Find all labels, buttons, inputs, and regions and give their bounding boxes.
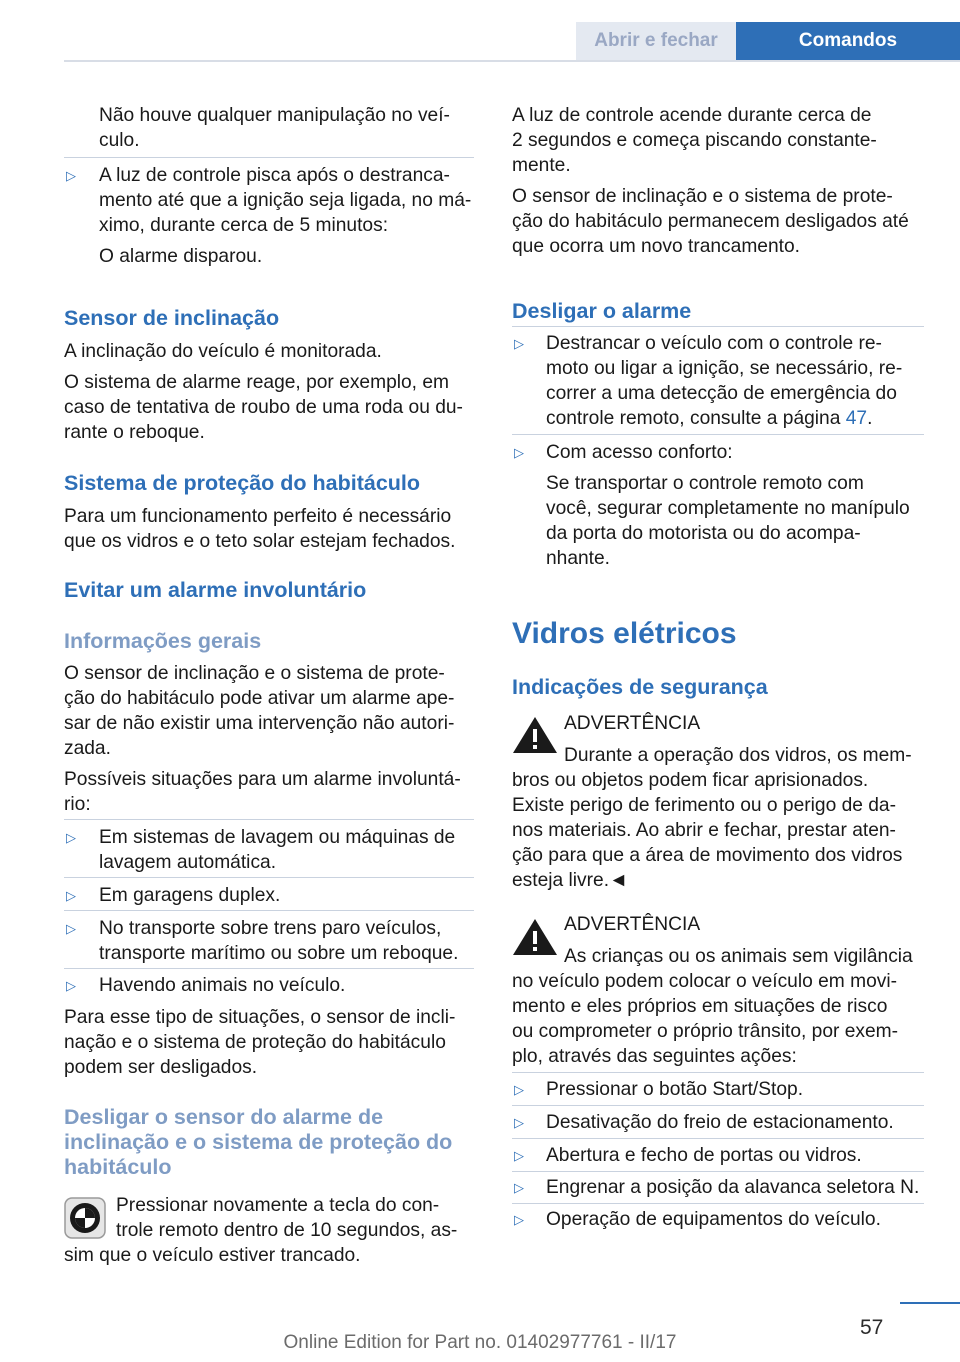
heading-sensor-inclinacao: Sensor de inclinação	[64, 306, 280, 330]
list-item	[546, 406, 872, 431]
list-divider	[512, 1138, 924, 1139]
list-item: mento até que a ignição seja ligada, no má-	[99, 190, 472, 211]
warning-text: As crianças ou os animais sem vigilância	[564, 946, 913, 967]
list-item: correr a uma detecção de emergência do	[546, 383, 897, 404]
list-item: Havendo animais no veículo.	[99, 975, 346, 996]
list-divider	[512, 1203, 924, 1204]
heading-evitar-alarme: Evitar um alarme involuntário	[64, 578, 367, 602]
warning-text: bros ou objetos podem ficar aprisionados.	[512, 770, 869, 791]
list-item: Com acesso conforto:	[546, 442, 733, 463]
bullet-triangle-icon: ▷	[66, 168, 76, 183]
bmw-remote-key-icon	[64, 1197, 106, 1239]
paragraph: O sistema de alarme reage, por exemplo, em	[64, 372, 449, 393]
list-item-text: controle remoto, consulte a página	[546, 408, 846, 429]
header-divider	[64, 60, 960, 62]
heading-vidros-eletricos: Vidros elétricos	[512, 617, 737, 650]
paragraph: sar de não existir uma intervenção não autori-	[64, 713, 455, 734]
paragraph: mente.	[512, 155, 571, 176]
warning-text: ou comprometer o próprio trânsito, por exem-	[512, 1021, 899, 1042]
heading-desligar-alarme: Desligar o alarme	[512, 299, 692, 323]
paragraph: zada.	[64, 738, 111, 759]
list-item: Em sistemas de lavagem ou máquinas de	[99, 827, 456, 848]
list-item-note: Se transportar o controle remoto com	[546, 473, 864, 494]
list-item: lavagem automática.	[99, 852, 277, 873]
list-item-note: nhante.	[546, 548, 611, 569]
list-divider	[64, 968, 474, 969]
paragraph: rante o reboque.	[64, 422, 205, 443]
warning-triangle-icon	[512, 917, 558, 957]
paragraph: nação e o sistema de proteção do habitáculo	[64, 1032, 446, 1053]
paragraph: caso de tentativa de roubo de uma roda ou du-	[64, 397, 463, 418]
warning-triangle-icon	[512, 715, 558, 755]
intro-line-1: Não houve qualquer manipulação no veí-	[99, 105, 450, 126]
bullet-triangle-icon: ▷	[514, 1115, 524, 1130]
list-divider	[64, 877, 474, 878]
paragraph: que os vidros e o teto solar estejam fechados.	[64, 531, 456, 552]
heading-informacoes-gerais: Informações gerais	[64, 629, 262, 653]
list-item: Operação de equipamentos do veículo.	[546, 1209, 881, 1230]
list-divider	[512, 1072, 924, 1073]
list-item: ximo, durante cerca de 5 minutos:	[99, 215, 389, 236]
list-item-note: O alarme disparou.	[99, 246, 263, 267]
heading-sistema-protecao: Sistema de proteção do habitáculo	[64, 471, 421, 495]
bullet-triangle-icon: ▷	[514, 1212, 524, 1227]
bullet-triangle-icon: ▷	[66, 978, 76, 993]
list-item: No transporte sobre trens paro veículos,	[99, 918, 442, 939]
heading-desligar-sensor: inclinação e o sistema de proteção do	[64, 1130, 453, 1154]
tab-abrir-e-fechar[interactable]: Abrir e fechar	[576, 22, 736, 60]
list-item: Em garagens duplex.	[99, 885, 281, 906]
page-reference-link[interactable]: 47	[845, 408, 868, 429]
warning-title: ADVERTÊNCIA	[564, 914, 701, 935]
paragraph: Pressionar novamente a tecla do con-	[116, 1195, 440, 1216]
list-divider	[64, 910, 474, 911]
bullet-triangle-icon: ▷	[514, 1082, 524, 1097]
paragraph: trole remoto dentro de 10 segundos, as-	[116, 1220, 458, 1241]
bullet-triangle-icon: ▷	[66, 830, 76, 845]
paragraph: O sensor de inclinação e o sistema de prote-	[512, 186, 893, 207]
paragraph: A inclinação do veículo é monitorada.	[64, 341, 382, 362]
page-number: 57	[860, 1316, 884, 1339]
bullet-triangle-icon: ▷	[514, 1180, 524, 1195]
paragraph: que ocorra um novo trancamento.	[512, 236, 800, 257]
list-item: Engrenar a posição da alavanca seletora N.	[546, 1177, 920, 1198]
list-divider	[512, 326, 924, 327]
list-item: Abertura e fecho de portas ou vidros.	[546, 1145, 862, 1166]
paragraph: rio:	[64, 794, 91, 815]
paragraph: A luz de controle acende durante cerca de	[512, 105, 872, 126]
list-item: transporte marítimo ou sobre um reboque.	[99, 943, 459, 964]
paragraph: sim que o veículo estiver trancado.	[64, 1245, 361, 1266]
list-item: Pressionar o botão Start/Stop.	[546, 1079, 804, 1100]
paragraph: Para esse tipo de situações, o sensor de incli-	[64, 1007, 456, 1028]
list-divider	[512, 434, 924, 435]
warning-text: ção para que a área de movimento dos vidros	[512, 845, 903, 866]
warning-text: nos materiais. Ao abrir e fechar, prestar aten-	[512, 820, 896, 841]
bullet-triangle-icon: ▷	[514, 1148, 524, 1163]
bullet-triangle-icon: ▷	[66, 888, 76, 903]
list-item-note: da porta do motorista ou do acompa-	[546, 523, 861, 544]
bullet-triangle-icon: ▷	[514, 445, 524, 460]
paragraph: ção do habitáculo pode ativar um alarme ape-	[64, 688, 455, 709]
list-divider	[512, 1105, 924, 1106]
bullet-triangle-icon: ▷	[66, 921, 76, 936]
list-divider	[512, 1171, 924, 1172]
paragraph: ção do habitáculo permanecem desligados até	[512, 211, 909, 232]
footer-edition: Online Edition for Part no. 01402977761 - II/17	[283, 1332, 677, 1353]
list-item: A luz de controle pisca após o destranca-	[99, 165, 450, 186]
list-item-note: você, segurar completamente no manípulo	[546, 498, 910, 519]
list-item: moto ou ligar a ignição, se necessário, re-	[546, 358, 903, 379]
paragraph: O sensor de inclinação e o sistema de prote-	[64, 663, 445, 684]
tab-comandos[interactable]: Comandos	[736, 22, 960, 60]
warning-text: no veículo podem colocar o veículo em movi-	[512, 971, 897, 992]
warning-text: Durante a operação dos vidros, os mem-	[564, 745, 912, 766]
list-item: Destrancar o veículo com o controle re-	[546, 333, 882, 354]
list-item: Desativação do freio de estacionamento.	[546, 1112, 894, 1133]
warning-text: plo, através das seguintes ações:	[512, 1046, 797, 1067]
paragraph: Para um funcionamento perfeito é necessário	[64, 506, 452, 527]
paragraph: podem ser desligados.	[64, 1057, 258, 1078]
warning-text: esteja livre.◄	[512, 870, 629, 891]
warning-text: mento e eles próprios em situações de risco	[512, 996, 888, 1017]
heading-desligar-sensor: Desligar o sensor do alarme de	[64, 1105, 384, 1129]
list-item-text: .	[867, 408, 873, 429]
heading-desligar-sensor: habitáculo	[64, 1155, 172, 1179]
warning-title: ADVERTÊNCIA	[564, 713, 701, 734]
paragraph: Possíveis situações para um alarme involuntá-	[64, 769, 461, 790]
list-divider	[64, 819, 474, 820]
intro-line-2: culo.	[99, 130, 140, 151]
heading-indicacoes-seguranca: Indicações de segurança	[512, 675, 768, 699]
warning-text: Existe perigo de ferimento ou o perigo de da-	[512, 795, 896, 816]
bullet-triangle-icon: ▷	[514, 336, 524, 351]
list-divider	[64, 157, 474, 158]
page-number-rule	[900, 1302, 960, 1304]
paragraph: 2 segundos e começa piscando constante-	[512, 130, 877, 151]
